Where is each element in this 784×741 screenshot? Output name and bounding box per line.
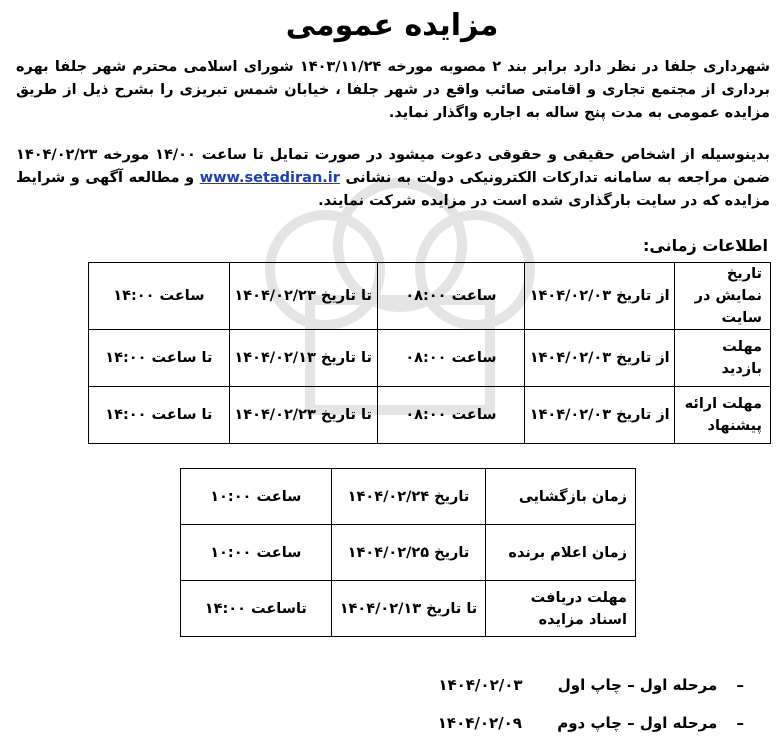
row-label: مهلت ارائه پیشنهاد [675,387,771,444]
print-stage-1 [438,676,744,694]
row-label: تاریخ نمایش در سایت [675,263,771,330]
from-date: از تاریخ ۱۴۰۴/۰۲/۰۳ [525,387,675,444]
page-title: مزایده عمومی [285,8,499,43]
row-label: مهلت دریافت اسناد مزایده [486,581,636,637]
print-stage-2 [438,714,744,732]
row-label: زمان اعلام برنده [486,525,636,581]
date-cell: تا تاریخ ۱۴۰۴/۰۲/۱۳ [331,581,486,637]
table-row [89,387,771,444]
date-cell: تاریخ ۱۴۰۴/۰۲/۲۴ [331,469,486,525]
table-row [181,469,636,525]
dash-glyph: – [736,676,744,694]
table-row [181,525,636,581]
print-stage-date: ۱۴۰۴/۰۲/۰۳ [438,676,523,694]
from-date: از تاریخ ۱۴۰۴/۰۲/۰۳ [525,263,675,330]
to-time: ساعت ۱۴:۰۰ [89,263,230,330]
from-time: ساعت ۰۸:۰۰ [377,330,525,387]
from-time: ساعت ۰۸:۰۰ [377,387,525,444]
from-time: ساعت ۰۸:۰۰ [377,263,525,330]
schedule-table [88,262,771,444]
table-row [181,581,636,637]
intro-paragraph: شهرداری جلفا در نظر دارد برابر بند ۲ مصوبه مورخه ۱۴۰۳/۱۱/۲۴ شورای اسلامی محترم شهر جلفا بهره برداری از مجتمع تجاری و اقامتی صائب واقع در شهر جلفا ، خیابان شمس تبریزی را بشرح ذیل از طریق مزایده عمومی به مدت پنج ساله به اجاره واگذار نماید. [16,59,771,121]
table-row [89,330,771,387]
setadiran-link[interactable]: www.setadiran.ir [199,170,340,186]
row-label: زمان بازگشایی [486,469,636,525]
print-stage-label: مرحله اول – چاپ اول [557,676,718,694]
print-stage-date: ۱۴۰۴/۰۲/۰۹ [437,714,522,732]
date-cell: تاریخ ۱۴۰۴/۰۲/۲۵ [331,525,486,581]
to-date: تا تاریخ ۱۴۰۴/۰۲/۲۳ [229,387,377,444]
dash-glyph: – [736,714,744,732]
print-stage-label: مرحله اول – چاپ دوم [557,714,718,732]
from-date: از تاریخ ۱۴۰۴/۰۲/۰۳ [525,330,675,387]
to-time: تا ساعت ۱۴:۰۰ [89,330,230,387]
invitation-text-after: و مطالعه آگهی و شرایط مزایده که در سایت بارگذاری شده است در مزایده شرکت نمایند. [16,170,770,209]
invitation-paragraph [16,144,770,213]
row-label: مهلت بازدید [675,330,771,387]
time-cell: تاساعت ۱۴:۰۰ [181,581,332,637]
to-date: تا تاریخ ۱۴۰۴/۰۲/۱۳ [229,330,377,387]
time-cell: ساعت ۱۰:۰۰ [181,469,332,525]
table-row [89,263,771,330]
to-date: تا تاریخ ۱۴۰۴/۰۲/۲۳ [229,263,377,330]
time-cell: ساعت ۱۰:۰۰ [181,525,332,581]
dates-table [180,468,636,637]
invitation-text-before: بدینوسیله از اشخاص حقیقی و حقوقی دعوت میشود در صورت تمایل تا ساعت ۱۴/۰۰ مورخه ۱۴۰۴/۰۲/۲۳ ضمن مراجعه به سامانه تدارکات الکترونیکی دولت به نشانی [16,147,770,186]
to-time: تا ساعت ۱۴:۰۰ [89,387,230,444]
section-title: اطلاعات زمانی: [642,236,768,255]
